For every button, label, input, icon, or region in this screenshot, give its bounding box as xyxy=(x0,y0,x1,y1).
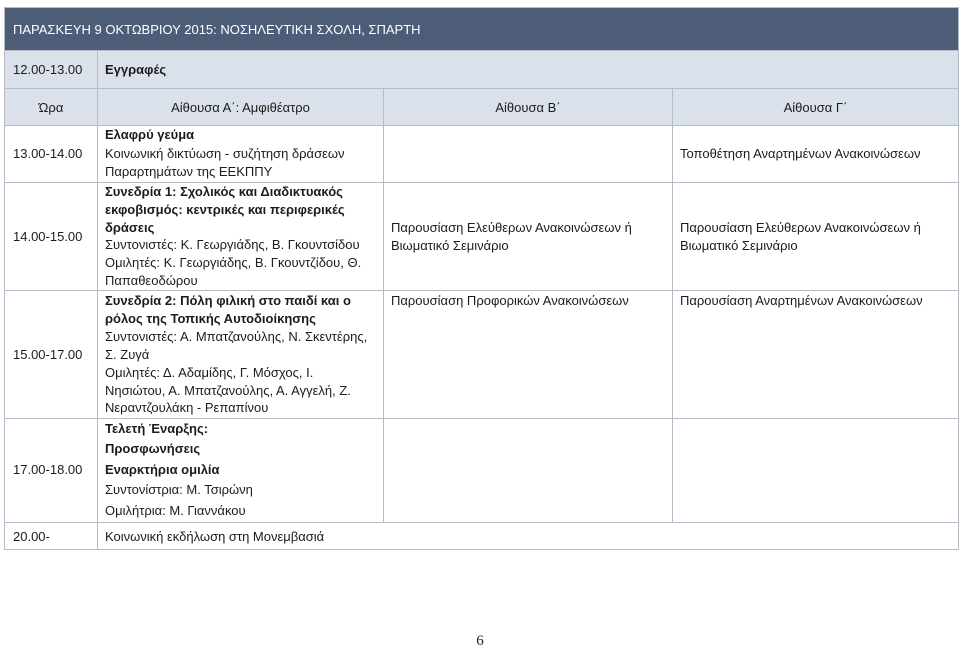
session-line: Συντονιστές: Κ. Γεωργιάδης, Β. Γκουντσίδου xyxy=(105,237,360,253)
evening-time: 20.00- xyxy=(5,523,98,550)
room-b-cell xyxy=(384,291,673,419)
session-line: Κοινωνική δικτύωση - συζήτηση δράσεων xyxy=(105,145,345,161)
room-c-cell xyxy=(673,419,959,523)
session-time: 17.00-18.00 xyxy=(5,419,98,523)
session-line: Ελαφρύ γεύμα xyxy=(105,127,195,142)
room-b-cell xyxy=(384,183,673,291)
room-c-cell xyxy=(673,291,959,419)
session-line: Παπαθεοδώρου xyxy=(105,272,198,288)
session-row xyxy=(5,419,959,523)
session-line: Ομιλητές: Κ. Γεωργιάδης, Β. Γκουντζίδου, Θ. xyxy=(105,255,362,271)
session-line: Παραρτημάτων της ΕΕΚΠΠΥ xyxy=(105,164,273,180)
session-title-line: ρόλος της Τοπικής Αυτοδιοίκησης xyxy=(105,310,316,326)
room-a-cell xyxy=(98,183,384,291)
room-a-cell xyxy=(98,126,384,183)
column-header-room-c: Αίθουσα Γ΄ xyxy=(673,89,959,126)
session-row xyxy=(5,183,959,291)
session-line: Παρουσίαση Αναρτημένων Ανακοινώσεων xyxy=(680,293,923,308)
page-number: 6 xyxy=(476,633,484,649)
registration-row xyxy=(5,51,959,89)
room-c-cell xyxy=(673,126,959,183)
column-header-time: Ώρα xyxy=(5,89,98,126)
evening-event: Κοινωνική εκδήλωση στη Μονεμβασιά xyxy=(98,523,959,550)
session-title-line: Συνεδρία 1: Σχολικός και Διαδικτυακός xyxy=(105,184,343,199)
session-title-line: Συνεδρία 2: Πόλη φιλική στο παιδί και ο xyxy=(105,293,351,308)
session-line: Παρουσίαση Προφορικών Ανακοινώσεων xyxy=(391,293,629,308)
session-line: Βιωματικό Σεμινάριο xyxy=(680,237,798,253)
column-header-room-b: Αίθουσα Β΄ xyxy=(384,89,673,126)
session-time: 15.00-17.00 xyxy=(5,291,98,419)
evening-row xyxy=(5,523,959,550)
session-title-line: Προσφωνήσεις xyxy=(105,441,201,457)
room-b-cell xyxy=(384,419,673,523)
day-title: ΠΑΡΑΣΚΕΥΗ 9 ΟΚΤΩΒΡΙΟΥ 2015: ΝΟΣΗΛΕΥΤΙΚΗ ΣΧΟΛΗ, ΣΠΑΡΤΗ xyxy=(5,8,959,51)
room-a-cell xyxy=(98,291,384,419)
session-line: Ομιλητές: Δ. Αδαμίδης, Γ. Μόσχος, Ι. xyxy=(105,364,314,380)
registration-time: 12.00-13.00 xyxy=(5,51,98,89)
title-row xyxy=(5,8,959,51)
session-line: Ομιλήτρια: Μ. Γιαννάκου xyxy=(105,502,246,518)
session-time: 14.00-15.00 xyxy=(5,183,98,291)
room-b-cell xyxy=(384,126,673,183)
session-line: Παρουσίαση Ελεύθερων Ανακοινώσεων ή xyxy=(680,219,921,235)
session-title-line: εκφοβισμός: κεντρικές και περιφερικές xyxy=(105,201,345,217)
registration-label: Εγγραφές xyxy=(98,51,959,89)
session-row xyxy=(5,291,959,419)
session-time: 13.00-14.00 xyxy=(5,126,98,183)
session-line: Συντονίστρια: Μ. Τσιρώνη xyxy=(105,482,253,498)
session-line: Νησιώτου, Α. Μπατζανούλης, Α. Αγγελή, Ζ. xyxy=(105,382,351,398)
column-header-row xyxy=(5,89,959,126)
column-header-room-a: Αίθουσα Α΄: Αμφιθέατρο xyxy=(98,89,384,126)
session-line: Παρουσίαση Ελεύθερων Ανακοινώσεων ή xyxy=(391,219,632,235)
room-c-cell xyxy=(673,183,959,291)
room-a-cell xyxy=(98,419,384,523)
session-title-line: δράσεις xyxy=(105,219,155,235)
session-title-line: Τελετή Έναρξης: xyxy=(105,421,209,436)
session-line: Νεραντζουλάκη - Ρεπαπίνου xyxy=(105,400,269,416)
session-line: Βιωματικό Σεμινάριο xyxy=(391,237,509,253)
session-line: Συντονιστές: Α. Μπατζανούλης, Ν. Σκεντέρης, xyxy=(105,328,368,344)
session-line: Σ. Ζυγά xyxy=(105,346,150,362)
session-row xyxy=(5,126,959,183)
session-title-line: Εναρκτήρια ομιλία xyxy=(105,461,220,477)
schedule-table xyxy=(4,7,959,550)
session-line: Τοποθέτηση Αναρτημένων Ανακοινώσεων xyxy=(680,145,921,161)
